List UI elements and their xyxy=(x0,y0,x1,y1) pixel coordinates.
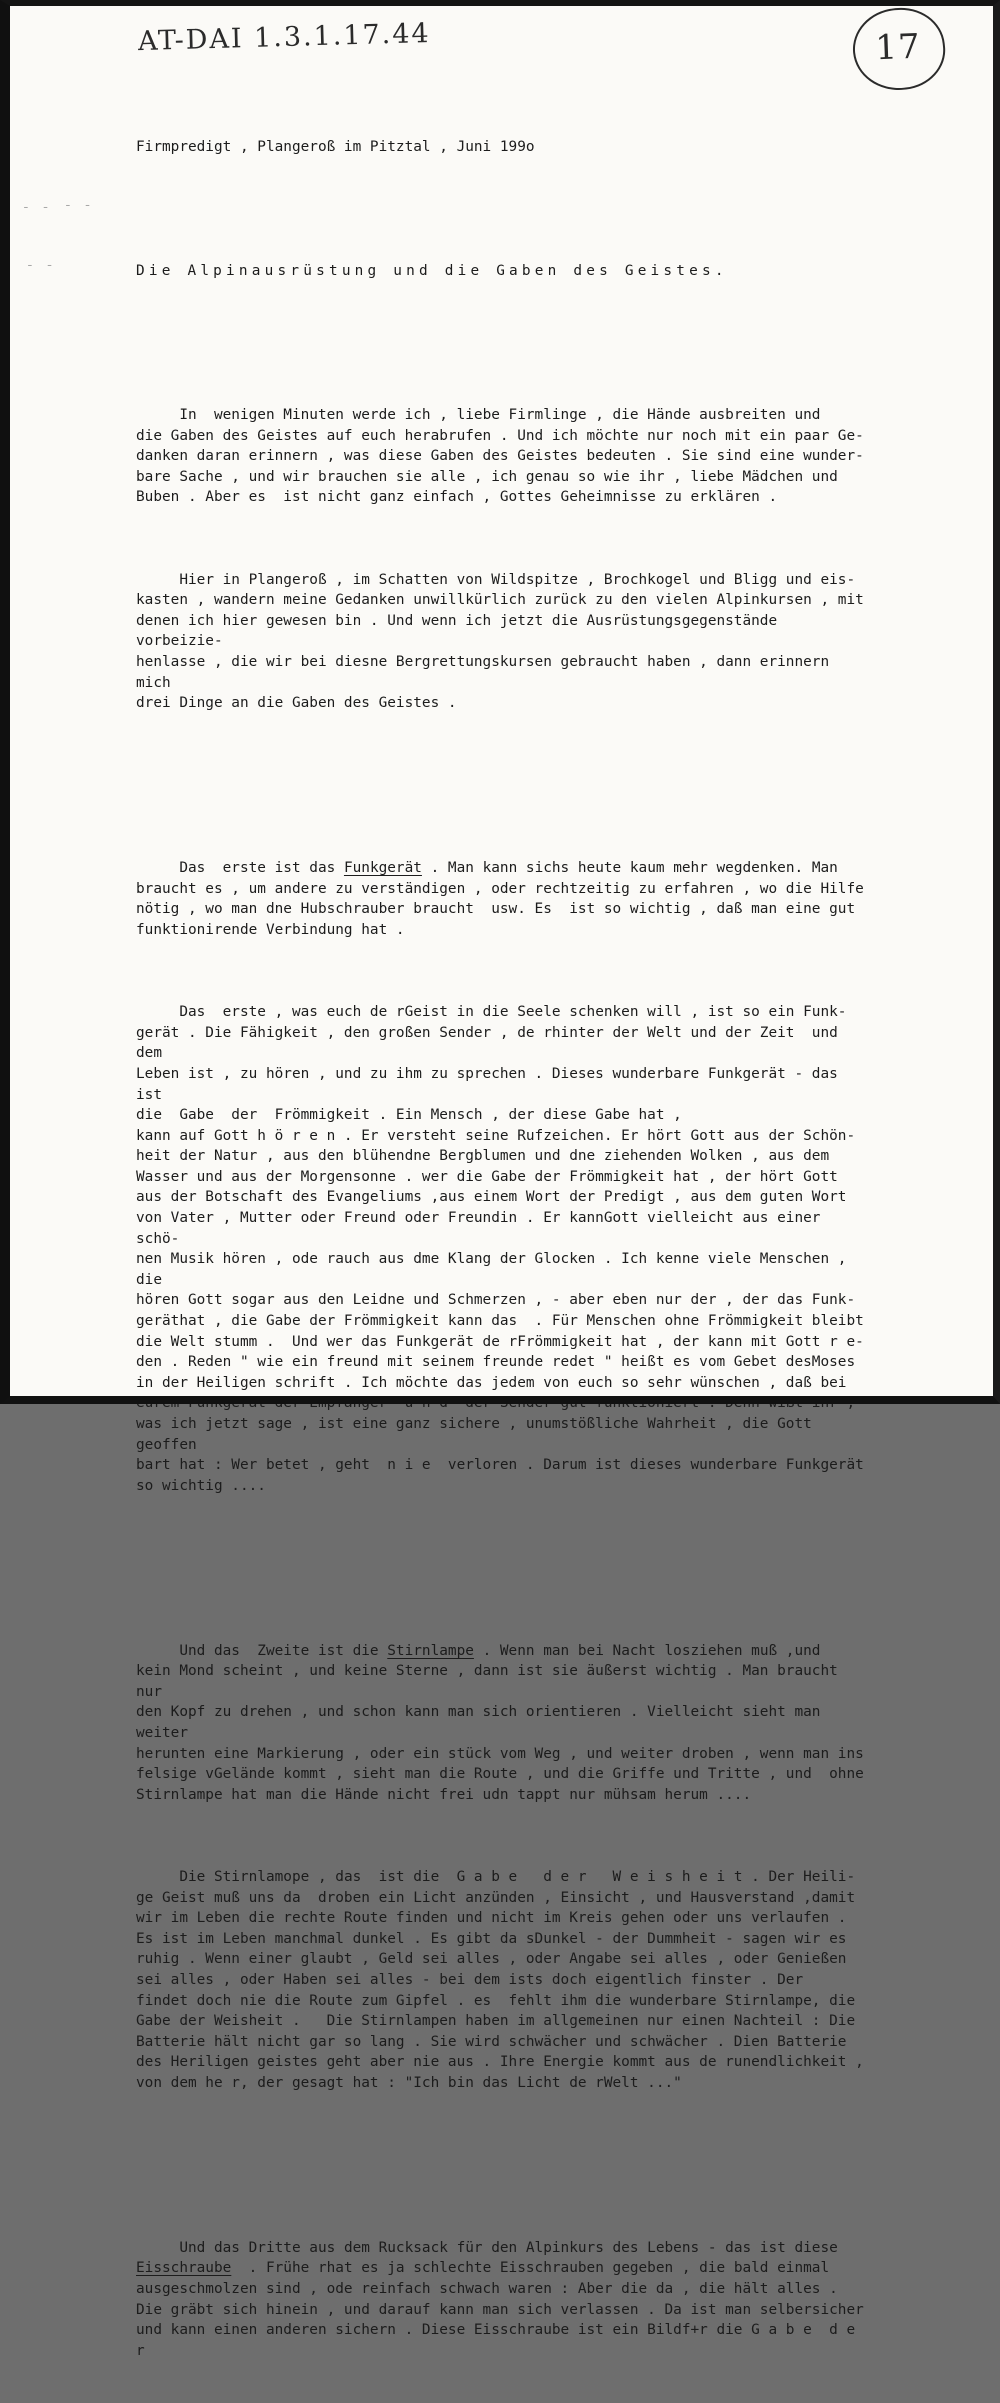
archive-reference-mark: AT-DAI 1.3.1.17.44 xyxy=(137,17,432,58)
paragraph-5: Und das Zweite ist die Stirnlampe . Wenn man bei Nacht losziehen muß ,und kein Mond scheint , und keine Sterne , dann ist sie äußerst wichtig . Man braucht nur den Kopf zu drehen , und schon kann man sich orientieren . Vielleicht sieht man weiter herunten eine Markierung , oder ein stück vom Weg , und weiter droben , wenn man ins felsige vGelände kommt , sieht man die Route , und die Griffe und Tritte , und ohne Stirnlampe hat man die Hände nicht frei udn tappt nur mühsam herum .... xyxy=(136,1642,864,1803)
margin-mark-1: - - xyxy=(22,200,52,215)
underlined-keyword: Funkgerät xyxy=(343,859,422,876)
paragraph-1: In wenigen Minuten werde ich , liebe Firmlinge , die Hände ausbreiten und die Gaben des Geistes auf euch herabrufen . Und ich möchte nur noch mit ein paar Ge- danken daran erinnern , was diese Gaben des Geistes bedeuten . Sie sind eine wunder- bare Sache , und wir brauchen sie alle , ich genau so wie ihr , liebe Mädchen und Buben . Aber es ist nicht ganz einfach , Gottes Geheimnisse zu erklären . xyxy=(136,406,864,506)
document-header-line: Firmpredigt , Plangeroß im Pitztal , Juni 199o xyxy=(136,139,535,156)
paragraph-4: Das erste , was euch de rGeist in die Seele schenken will , ist so ein Funk- gerät . Die Fähigkeit , den großen Sender , de rhinter der Welt und der Zeit und dem Leben ist , zu hören , und zu ihm zu sprechen . Dieses wunderbare Funkgerät - das ist die Gabe der Frömmigkeit . Ein Mensch , der diese Gabe hat , kann auf Gott h ö r e n . Er versteht seine Rufzeichen. Er hört Gott aus der Schön- heit der Natur , aus den blühendne Bergblumen und dne ziehenden Wolken , aus dem Wasser und aus der Morgensonne . wer die Gabe der Frömmigkeit hat , der hört Gott aus der Botschaft des Evangeliums ,aus einem Wort der Predigt , aus dem guten Wort von Vater , Mutter oder Freund oder Freundin . Er kannGott vielleicht aus einer schö- nen Musik hören , ode rauch aus dme Klang der Glocken . Ich kenne viele Menschen , die hören Gott sogar aus den Leidne und Schmerzen , - aber eben nur der , der das Funk- geräthat , die Gabe der Frömmigkeit kann das . Für Menschen ohne Frömmigkeit bleibt die Welt stumm . Und wer das Funkgerät de rFrömmigkeit hat , der kann mit Gott r e- den . Reden " wie ein freund mit seinem freunde redet " heißt es vom Gebet desMoses in der Heiligen schrift . Ich möchte das jedem von euch so sehr wünschen , daß bei eurem Funkgerät der Empfänger u n d der Sender gut funktioniert . Denn wißt ihr , was ich jetzt sage , ist eine ganz sichere , unumstößliche Wahrheit , die Gott geoffen bart hat : Wer betet , geht n i e verloren . Darum ist dieses wunderbare Funkgerät so wichtig .... xyxy=(136,1004,864,1494)
page-number: 17 xyxy=(874,26,922,69)
paragraph-3: Das erste ist das Funkgerät . Man kann sichs heute kaum mehr wegdenken. Man braucht es , um andere zu verständigen , oder rechtzeitig zu erfahren , wo die Hilfe nötig , wo man dne Hubschrauber braucht usw. Es ist so wichtig , daß man eine gut funktionirende Verbindung hat . xyxy=(136,859,864,938)
margin-mark-2: - - xyxy=(64,198,94,213)
margin-mark-3: - - xyxy=(26,258,56,273)
paragraph-6: Die Stirnlamope , das ist die G a b e d e r W e i s h e i t . Der Heili- ge Geist muß uns da droben ein Licht anzünden , Einsicht , und Hausverstand ,damit wir im Leben die rechte Route finden und nicht im Kreis gehen oder uns verlaufen . Es ist im Leben manchmal dunkel . Es gibt da sDunkel - der Dummheit - sagen wir es ruhig . Wenn einer glaubt , Geld sei alles , oder Angabe sei alles , oder Genießen sei alles , oder Haben sei alles - bei dem ists doch eigentlich finster . Der findet doch nie die Route zum Gipfel . es fehlt ihm die wunderbare Stirnlampe, die Gabe der Weisheit . Die Stirnlampen haben im allgemeinen nur einen Nachteil : Die Batterie hält nicht gar so lang . Sie wird schwächer und schwächer . Dien Batterie des Heriligen geistes geht aber nie aus . Ihre Energie kommt aus de runendlichkeit , von dem he r, der gesagt hat : "Ich bin das Licht de rWelt ..." xyxy=(136,1869,864,2091)
typed-text-body xyxy=(136,96,866,2403)
document-title: Die Alpinausrüstung und die Gaben des Geistes. xyxy=(136,262,728,279)
underlined-keyword: Eisschraube xyxy=(136,2260,232,2277)
underlined-keyword: Stirnlampe xyxy=(387,1642,474,1659)
paragraph-2: Hier in Plangeroß , im Schatten von Wildspitze , Brochkogel und Bligg und eis- kasten , wandern meine Gedanken unwillkürlich zurück zu den vielen Alpinkursen , mit denen ich hier gewesen bin . Und wenn ich jetzt die Ausrüstungsgegenstände vorbeizie- henlasse , die wir bei diesne Bergrettungskursen gebraucht haben , dann erinnern mich drei Dinge an die Gaben des Geistes . xyxy=(136,571,864,712)
paragraph-7: Und das Dritte aus dem Rucksack für den Alpinkurs des Lebens - das ist diese Eisschraube . Frühe rhat es ja schlechte Eisschrauben gegeben , die bald einmal ausgeschmolzen sind , ode reinfach schwach waren : Aber die da , die hält alles . Die gräbt sich hinein , und darauf kann man sich verlassen . Da ist man selbersicher und kann einen anderen sichern . Diese Eisschraube ist ein Bildf+r die G a b e d e r xyxy=(136,2239,864,2359)
